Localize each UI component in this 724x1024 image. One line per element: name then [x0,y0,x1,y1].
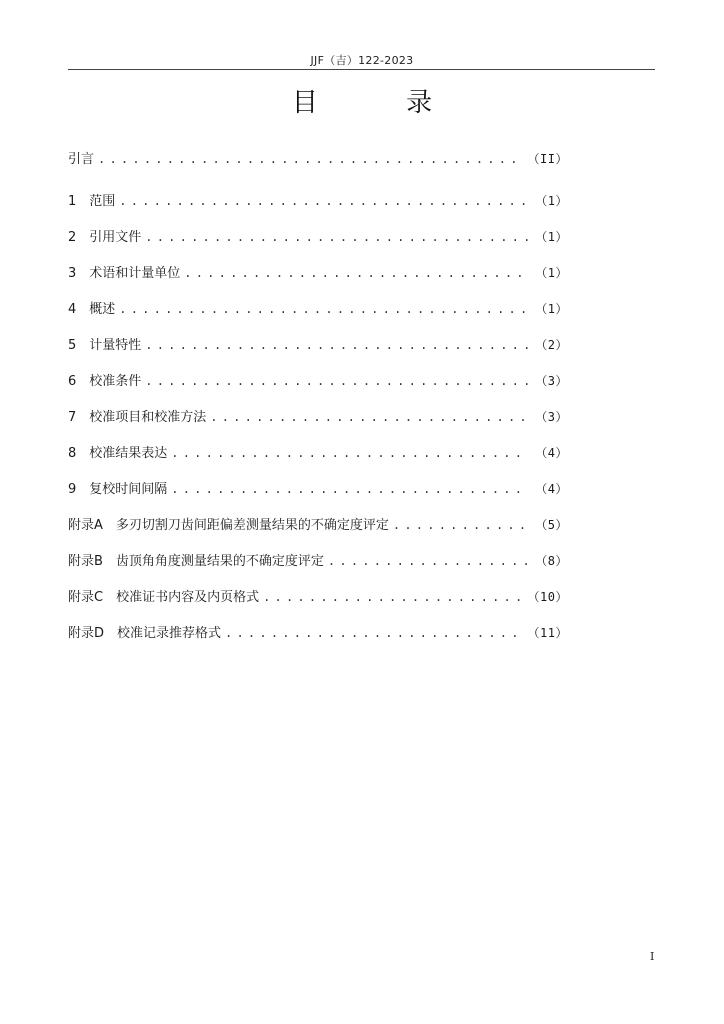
toc-dot-leader [119,302,529,316]
page-header-standard-code: JJF（吉）122-2023 [310,54,414,67]
toc-entry-page: （3） [535,374,568,388]
toc-entry-label: 1 范围 [68,194,116,209]
toc-dot-leader [98,152,522,166]
toc-entry-label: 7 校准项目和校准方法 [68,410,207,425]
toc-dot-leader [171,446,529,460]
page-title: 目 录 [291,88,473,118]
toc-entry-page: （5） [535,518,568,532]
toc-entry-overview[interactable] [68,298,568,334]
toc-entry-result-expression[interactable] [68,442,568,478]
toc-entry-label: 9 复校时间间隔 [68,482,168,497]
toc-entry-page: （II） [527,152,568,166]
table-of-contents [68,148,568,658]
toc-dot-leader [145,230,529,244]
toc-entry-label: 8 校准结果表达 [68,446,168,461]
toc-entry-label: 3 术语和计量单位 [68,266,181,281]
toc-dot-leader [225,626,522,640]
toc-dot-leader [184,266,529,280]
toc-entry-page: （1） [535,230,568,244]
toc-entry-recalibration-interval[interactable] [68,478,568,514]
toc-entry-label: 附录B 齿顶角角度测量结果的不确定度评定 [68,554,324,569]
toc-entry-page: （11） [527,626,568,640]
toc-entry-label: 引言 [68,152,95,167]
toc-entry-foreword[interactable] [68,148,568,190]
toc-entry-appendix-d[interactable] [68,622,568,658]
toc-entry-appendix-c[interactable] [68,586,568,622]
toc-entry-page: （4） [535,482,568,496]
toc-entry-metrological-characteristics[interactable] [68,334,568,370]
toc-dot-leader [210,410,529,424]
toc-dot-leader [328,554,529,568]
toc-entry-label: 附录A 多刃切割刀齿间距偏差测量结果的不确定度评定 [68,518,389,533]
toc-entry-page: （1） [535,302,568,316]
toc-entry-appendix-a[interactable] [68,514,568,550]
toc-entry-page: （1） [535,266,568,280]
toc-entry-label: 6 校准条件 [68,374,142,389]
toc-entry-references[interactable] [68,226,568,262]
toc-entry-appendix-b[interactable] [68,550,568,586]
toc-dot-leader [145,338,529,352]
toc-dot-leader [119,194,529,208]
toc-entry-label: 附录C 校准证书内容及内页格式 [68,590,260,605]
toc-entry-terms[interactable] [68,262,568,298]
toc-dot-leader [145,374,529,388]
toc-entry-calibration-items-methods[interactable] [68,406,568,442]
toc-dot-leader [263,590,521,604]
toc-entry-page: （1） [535,194,568,208]
toc-entry-page: （2） [535,338,568,352]
header-rule [68,69,655,70]
toc-entry-label: 2 引用文件 [68,230,142,245]
page-number: I [650,950,655,963]
toc-dot-leader [393,518,529,532]
toc-entry-page: （8） [535,554,568,568]
toc-entry-page: （3） [535,410,568,424]
toc-entry-calibration-conditions[interactable] [68,370,568,406]
toc-entry-label: 附录D 校准记录推荐格式 [68,626,222,641]
toc-entry-page: （10） [527,590,568,604]
toc-entry-page: （4） [535,446,568,460]
toc-entry-label: 5 计量特性 [68,338,142,353]
toc-entry-scope[interactable] [68,190,568,226]
toc-entry-label: 4 概述 [68,302,116,317]
toc-dot-leader [171,482,529,496]
